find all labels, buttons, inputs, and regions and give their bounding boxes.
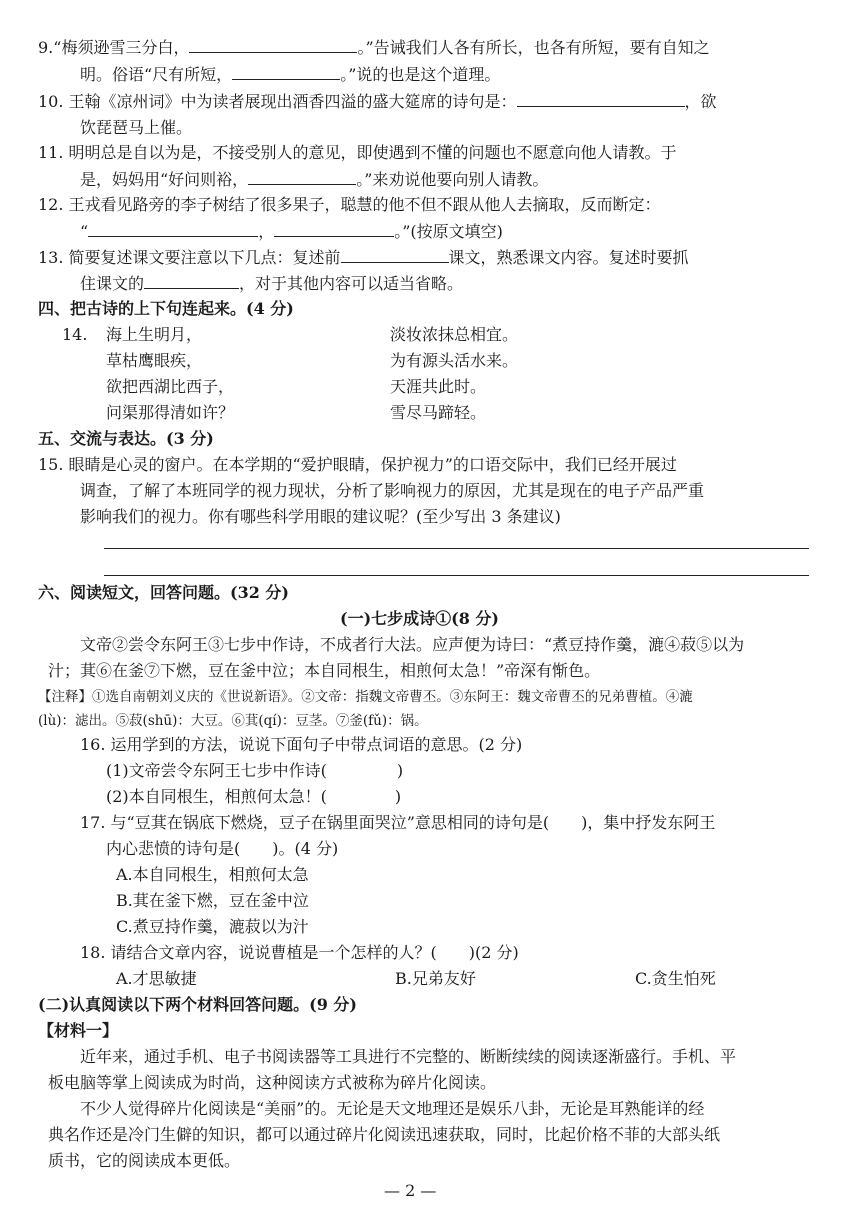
q10-text-a: 10. 王翰《凉州词》中为读者展现出酒香四溢的盛大筵席的诗句是： <box>38 92 517 111</box>
q12-line2 <box>80 220 503 243</box>
q9-text-a: 9.“梅须逊雪三分白， <box>38 38 190 57</box>
answer-blank[interactable] <box>144 272 239 289</box>
answer-blank[interactable] <box>248 168 356 185</box>
material1-line2: 板电脑等掌上阅读成为时尚，这种阅读方式被称为碎片化阅读。 <box>48 1073 497 1092</box>
q14-number: 14. <box>62 325 88 344</box>
q16-item1-text: (1)文帝尝令东阿王七步中作诗( <box>106 761 327 780</box>
q15-line3: 影响我们的视力。你有哪些科学用眼的建议呢？(至少写出 3 条建议) <box>80 507 561 526</box>
q12-text-a: “ <box>80 222 89 241</box>
poem-right-4[interactable]: 雪尽马蹄轻。 <box>390 403 487 422</box>
q11-line1: 11. 明明总是自以为是，不接受别人的意见，即使遇到不懂的问题也不愿意向他人请教。于 <box>38 143 677 162</box>
q12-text-b: ， <box>258 222 275 241</box>
q18-option-a[interactable]: A.才思敏捷 <box>116 969 197 988</box>
q9-line1 <box>38 36 710 59</box>
answer-line[interactable] <box>104 575 809 576</box>
answer-blank[interactable] <box>274 220 394 237</box>
q11-text-a: 是，妈妈用“好问则裕， <box>80 170 249 189</box>
annotation-line1: 【注释】①选自南朝刘义庆的《世说新语》。②文帝：指魏文帝曹丕。③东阿王：魏文帝曹丕的兄弟曹植。④漉 <box>38 689 693 705</box>
q16-stem: 16. 运用学到的方法，说说下面句子中带点词语的意思。(2 分) <box>80 735 523 754</box>
q17-line2: 内心悲愤的诗句是( )。(4 分) <box>106 839 339 858</box>
passage2-title: (二)认真阅读以下两个材料回答问题。(9 分) <box>38 995 357 1014</box>
answer-line[interactable] <box>104 548 809 549</box>
answer-blank[interactable] <box>341 246 449 263</box>
poem-left-2[interactable]: 草枯鹰眼疾， <box>106 351 203 370</box>
q16-item2 <box>106 786 401 808</box>
q9-text-d: 。”说的也是这个道理。 <box>340 65 501 84</box>
q13-text-c: 住课文的 <box>80 274 145 293</box>
q17-option-a[interactable]: A.本自同根生，相煎何太急 <box>116 865 309 884</box>
q16-item2-text: (2)本自同根生，相煎何太急！( <box>106 787 327 806</box>
q18-stem: 18. 请结合文章内容，说说曹植是一个怎样的人？( )(2 分) <box>80 943 519 962</box>
section5-title: 五、交流与表达。(3 分) <box>38 429 214 448</box>
poem-right-2[interactable]: 为有源头活水来。 <box>390 351 519 370</box>
q10-line2: 饮琵琶马上催。 <box>80 118 193 137</box>
q10-text-b: ，欲 <box>684 92 717 111</box>
q9-text-c: 明。俗语“尺有所短， <box>80 65 233 84</box>
passage1-line2: 汁；萁⑥在釜⑦下燃，豆在釜中泣；本自同根生，相煎何太急！”帝深有惭色。 <box>48 661 601 680</box>
q18-option-b[interactable]: B.兄弟友好 <box>395 969 476 988</box>
material1-line1: 近年来，通过手机、电子书阅读器等工具进行不完整的、断断续续的阅读逐渐盛行。手机、平 <box>80 1047 737 1066</box>
q10-line1 <box>38 90 717 113</box>
poem-right-3[interactable]: 天涯共此时。 <box>390 377 487 396</box>
paren-close: ) <box>394 787 402 806</box>
poem-left-1[interactable]: 海上生明月， <box>106 325 203 344</box>
poem-left-4[interactable]: 问渠那得清如许？ <box>106 403 235 422</box>
q17-line1: 17. 与“豆萁在锅底下燃烧，豆子在锅里面哭泣”意思相同的诗句是( )，集中抒发东阿王 <box>80 813 716 832</box>
q13-text-d: ，对于其他内容可以适当省略。 <box>239 274 464 293</box>
answer-blank[interactable] <box>517 90 685 107</box>
answer-blank[interactable] <box>189 36 357 53</box>
passage1-line1: 文帝②尝令东阿王③七步中作诗，不成者行大法。应声便为诗曰：“煮豆持作羹，漉④菽⑤以为 <box>80 635 745 654</box>
q12-line1: 12. 王戎看见路旁的李子树结了很多果子，聪慧的他不但不跟从他人去摘取，反而断定： <box>38 195 661 214</box>
page-number: — 2 — <box>384 1181 437 1200</box>
q16-item1 <box>106 760 403 782</box>
q9-line2 <box>80 63 500 86</box>
answer-blank[interactable] <box>232 63 340 80</box>
annotation-line2: (lù)：滤出。⑤菽(shū)：大豆。⑥萁(qí)：豆茎。⑦釜(fǔ)：锅。 <box>38 713 428 729</box>
q12-text-c: 。”(按原文填空) <box>394 222 503 241</box>
section6-title: 六、阅读短文，回答问题。(32 分) <box>38 583 289 602</box>
answer-blank[interactable] <box>88 220 258 237</box>
q13-text-b: 课文，熟悉课文内容。复述时要抓 <box>448 248 689 267</box>
q11-line2 <box>80 168 548 191</box>
q17-option-c[interactable]: C.煮豆持作羹，漉菽以为汁 <box>116 917 309 936</box>
section4-title: 四、把古诗的上下句连起来。(4 分) <box>38 299 294 318</box>
q18-option-c[interactable]: C.贪生怕死 <box>635 969 716 988</box>
material1-line4: 典名作还是冷门生僻的知识，都可以通过碎片化阅读迅速获取，同时，比起价格不菲的大部头纸 <box>48 1125 721 1144</box>
material1-line5: 质书，它的阅读成本更低。 <box>48 1151 241 1170</box>
q17-option-b[interactable]: B.萁在釜下燃，豆在釜中泣 <box>116 891 309 910</box>
paren-close: ) <box>396 761 404 780</box>
q13-line1 <box>38 246 689 269</box>
poem-left-3[interactable]: 欲把西湖比西子， <box>106 377 235 396</box>
q15-line2: 调查，了解了本班同学的视力现状，分析了影响视力的原因，尤其是现在的电子产品严重 <box>80 481 705 500</box>
passage1-title: (一)七步成诗①(8 分) <box>340 609 499 628</box>
q15-line1: 15. 眼睛是心灵的窗户。在本学期的“爱护眼睛，保护视力”的口语交际中，我们已经开展过 <box>38 455 677 474</box>
material1-line3: 不少人觉得碎片化阅读是“美丽”的。无论是天文地理还是娱乐八卦，无论是耳熟能详的经 <box>80 1099 705 1118</box>
material1-label: 【材料一】 <box>38 1021 119 1040</box>
q13-text-a: 13. 简要复述课文要注意以下几点：复述前 <box>38 248 341 267</box>
q13-line2 <box>80 272 463 295</box>
poem-right-1[interactable]: 淡妆浓抹总相宜。 <box>390 325 519 344</box>
q9-text-b: 。”告诫我们人各有所长，也各有所短，要有自知之 <box>357 38 710 57</box>
q11-text-b: 。”来劝说他要向别人请教。 <box>356 170 549 189</box>
